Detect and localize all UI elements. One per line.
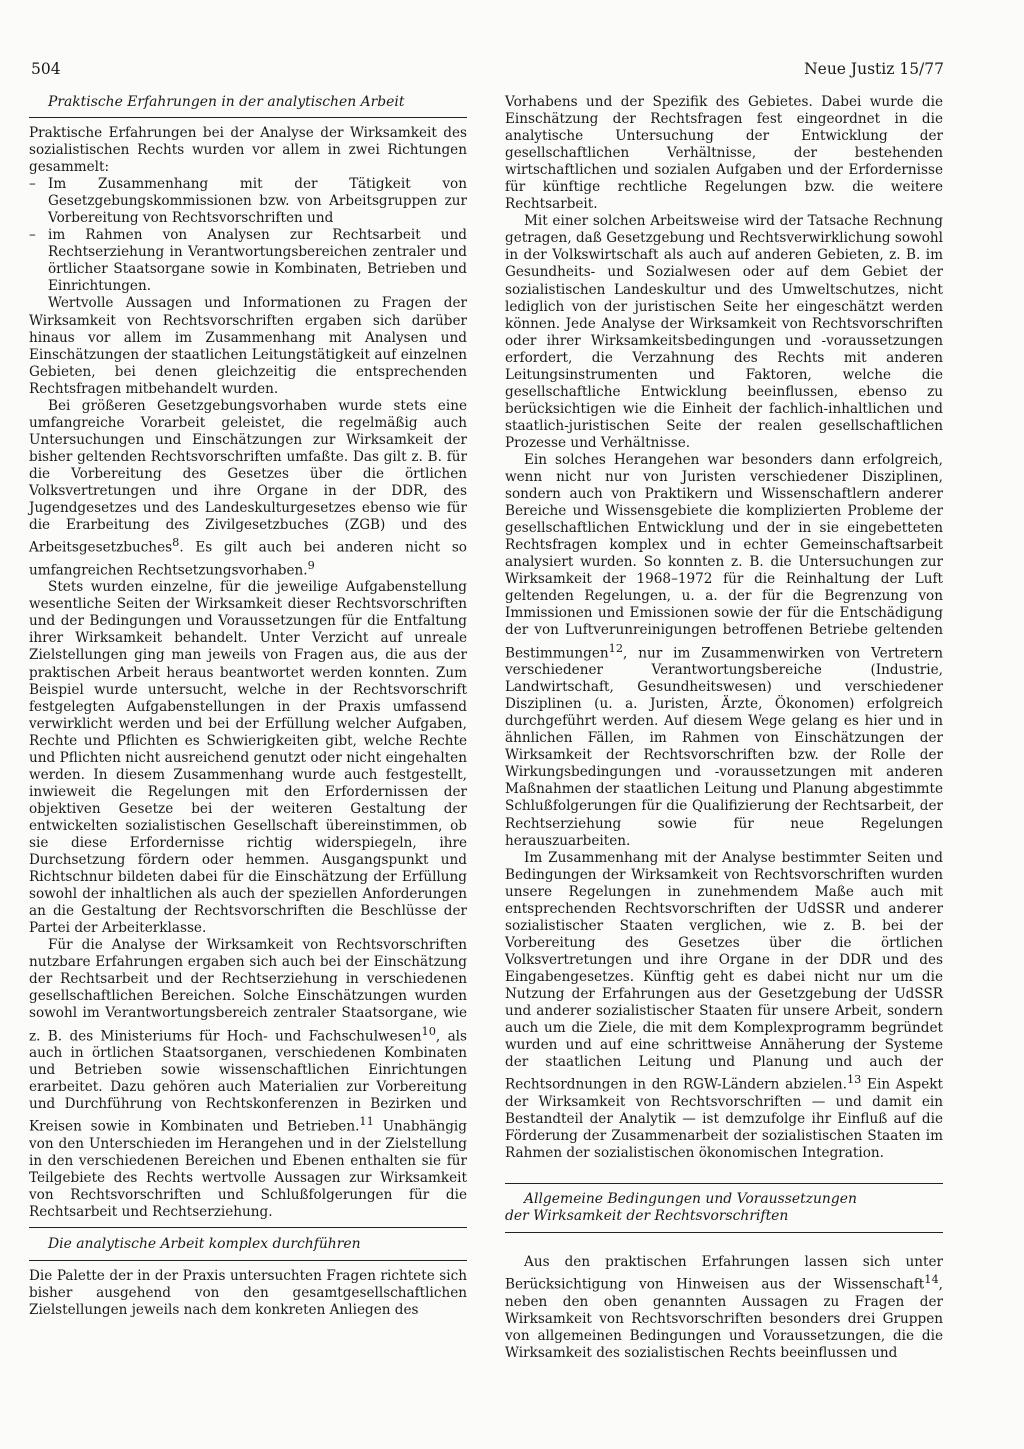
body-paragraph [29, 398, 467, 580]
body-paragraph: Mit einer solchen Arbeitsweise wird der Tatsache Rechnung getragen, daß Gesetzgebung und Rechtsverwirklichung sowohl in der Volkswirtschaft als auch auf anderen Gebieten, z. B. im Gesundheits- und Sozialwesen oder auf dem Gebiet der sozialistischen Landeskultur und des Umweltschutzes, nicht lediglich von der juristischen Seite her eingeschätzt werden können. Jede Analyse der Wirksamkeit von Rechtsvorschriften oder ihrer Wirksamkeitsbedingungen und -voraussetzungen erfordert, die Verzahnung des Rechts mit anderen Leitungsinstrumenten und Faktoren, welche die gesellschaftliche Entwicklung beeinflussen, ebenso zu berücksichtigen wie die Einheit der fachlich-inhaltlichen und staatlich-juristischen Seite der realen gesellschaftlichen Prozesse und Verhältnisse. [505, 213, 943, 451]
text-run: Ein Aspekt der Wirksamkeit von Rechtsvorschriften — und damit ein Bestandteil der Analytik — ist demzufolge ihr Einfluß auf die Förderung der Zusammenarbeit der sozialistischen Staaten im Rahmen der sozialistischen ökonomischen Integration. [505, 1076, 943, 1161]
body-paragraph: Stets wurden einzelne, für die jeweilige Aufgabenstellung wesentliche Seiten der Wirksamkeit dieser Rechtsvorschriften und der Bedingungen und Voraussetzungen für die Entfaltung ihrer Wirksamkeit behandelt. Unter Verzicht auf unreale Zielstellungen ging man jeweils von Fragen aus, die aus der praktischen Arbeit heraus beantwortet werden konnten. Zum Beispiel wurde untersucht, welche in der Rechtsvorschrift festgelegten Aufgabenstellungen in der Praxis umfassend verwirklicht werden und bei der Erfüllung welcher Aufgaben, Rechte und Pflichten es Schwierigkeiten gibt, welche Rechte und Pflichten nicht ausreichend genutzt oder nicht eingehalten werden. In diesem Zusammenhang wurde auch festgestellt, inwieweit die Regelungen mit den Erfordernissen der objektiven Gesetze bei der weiteren Gestaltung der entwickelten sozialistischen Gesellschaft übereinstimmen, ob sie diese Erfordernisse richtig widerspiegeln, ihre Durchsetzung fördern oder hemmen. Ausgangspunkt und Richtschnur bildeten dabei für die Einschätzung der Erfüllung sowohl der inhaltlichen als auch der speziellen Anforderungen an die Gestaltung der Rechtsvorschriften die Beschlüsse der Partei der Arbeiterklasse. [29, 579, 467, 937]
body-paragraph: Vorhabens und der Spezifik des Gebietes. Dabei wurde die Einschätzung der Rechtsfragen fest eingeordnet in die analytische Untersuchung der Entwicklung der gesellschaftlichen Verhältnisse, der bestehenden wirtschaftlichen und sozialen Aufgaben und der Erfordernisse für künftige rechtliche Regelungen bzw. die weitere Rechtsarbeit. [505, 94, 943, 213]
text-run: Aus den praktischen Erfahrungen lassen sich unter Berücksichtigung von Hinweisen aus der Wissenschaft [505, 1253, 943, 1293]
footnote-ref: 13 [846, 1072, 862, 1087]
text-run: , als auch in örtlichen Staatsorganen, verschiedenen Kombinaten und Betrieben sowie wissenschaftlichen Einrichtungen erarbeitet. Dazu gehören auch Materialien zur Vorbereitung und Durchführung von Rechtskonferenzen in Bezirken und Kreisen sowie in Kombinaten und Betrieben. [29, 1028, 467, 1135]
body-paragraph: Die Palette der in der Praxis untersuchten Fragen richtete sich bisher ausgehend von den gesamtgesellschaftlichen Zielstellungen jeweils nach dem konkreten Anliegen des [29, 1268, 467, 1319]
text-run: , nur im Zusammenwirken von Vertretern verschiedener Verantwortungsbereiche (Industrie, Landwirtschaft, Gesundheitswesen) und verschiedener Disziplinen (u. a. Juristen, Ärzte, Ökonomen) erfolgreich durchgeführt werden. Auf diesem Wege gelang es hier und in ähnlichen Fällen, im Rahmen von Einschätzungen der Wirksamkeit der Rechtsvorschriften bzw. der Rolle der Wirkungsbedingungen und -voraussetzungen mit anderen Maßnahmen der staatlichen Leitung und Planung abgestimmte Schlußfolgerungen für die Qualifizierung der Rechtsarbeit, der Rechtserziehung sowie für neue Regelungen herauszuarbeiten. [505, 645, 943, 849]
heading-line: der Wirksamkeit der Rechtsvorschriften [505, 1207, 789, 1224]
footnote-ref: 10 [421, 1023, 436, 1038]
left-column [29, 94, 467, 1319]
heading-rule [29, 117, 467, 118]
intro-paragraph: Praktische Erfahrungen bei der Analyse der Wirksamkeit des sozialistischen Rechts wurden vor allem in zwei Richtungen gesammelt: [29, 125, 467, 176]
text-run: Unabhängig von den Unterschieden im Herangehen und in der Zielstellung in den verschiedenen Bereichen und Ebenen enthalten sie für Teilgebiete des Rechts wertvolle Aussagen zur Wirksamkeit von Rechtsvorschriften und Schlußfolgerungen für die Rechtsarbeit und Rechtserziehung. [29, 1118, 467, 1221]
dash-list [29, 176, 467, 295]
section-heading-general-conditions [505, 1191, 943, 1225]
footnote-ref: 9 [307, 557, 315, 572]
body-paragraph [505, 1254, 943, 1362]
list-item: – Im Zusammenhang mit der Tätigkeit von Gesetzgebungskommissionen bzw. von Arbeitsgruppen zur Vorbereitung von Rechtsvorschriften und [29, 176, 467, 227]
footnote-ref: 14 [924, 1272, 939, 1287]
text-run: . Es gilt auch bei anderen nicht so umfangreichen Rechtsetzungsvorhaben. [29, 539, 467, 579]
body-paragraph [505, 850, 943, 1162]
right-column [505, 94, 943, 1362]
body-paragraph [505, 452, 943, 850]
journal-issue: Neue Justiz 15/77 [804, 60, 944, 78]
text-run: Im Zusammenhang mit der Analyse bestimmter Seiten und Bedingungen der Wirksamkeit von Rechtsvorschriften wurden unsere Regelungen in zunehmendem Maße auch mit entsprechenden Rechtsvorschriften der UdSSR und anderer sozialistischer Staaten verglichen, wie z. B. bei der Vorbereitung des Gesetzes über die örtlichen Volksvertretungen und ihre Organe in der DDR und des Eingabengesetzes. Künftig geht es dabei nicht nur um die Nutzung der Erfahrungen aus der Gesetzgebung der UdSSR und anderer sozialistischer Staaten für unsere Arbeit, sondern auch um die Ziele, die mit dem Komplexprogramm begründet wurden und auf eine schrittweise Annäherung der Systeme der staatlichen Leitung und Planung und auch der Rechtsordnungen in den RGW-Ländern abzielen. [505, 849, 943, 1093]
section-rule [29, 1227, 467, 1228]
footnote-ref: 11 [359, 1114, 374, 1129]
page-header [31, 60, 944, 82]
text-run: Für die Analyse der Wirksamkeit von Rechtsvorschriften nutzbare Erfahrungen ergaben sich auch bei der Einschätzung der Rechtsarbeit und der Rechtserziehung in verschiedenen gesellschaftlichen Bereichen. Solche Einschätzungen wurden sowohl im Verantwortungsbereich zentraler Staatsorgane, wie z. B. des Ministeriums für Hoch- und Fachschulwesen [29, 937, 467, 1045]
body-paragraph [29, 937, 467, 1221]
footnote-ref: 12 [608, 640, 624, 655]
section-rule [505, 1183, 943, 1184]
section-heading-analytical-work: Die analytische Arbeit komplex durchführen [48, 1236, 361, 1253]
text-run: , neben den oben genannten Aussagen zu Fragen der Wirksamkeit von Rechtsvorschriften besonders drei Gruppen von allgemeinen Bedingungen und Voraussetzungen, die die Wirksamkeit des sozialistischen Rechts beeinflussen und [505, 1276, 943, 1361]
heading-rule [29, 1260, 467, 1261]
heading-line: Allgemeine Bedingungen und Voraussetzungen [524, 1190, 857, 1207]
list-item: – im Rahmen von Analysen zur Rechtsarbeit und Rechtserziehung in Verantwortungsbereichen zentraler und örtlicher Staatsorgane sowie in Kombinaten, Betrieben und Einrichtungen. [29, 227, 467, 295]
heading-rule [505, 1232, 943, 1233]
text-run: Bei größeren Gesetzgebungsvorhaben wurde stets eine umfangreiche Vorarbeit geleistet, die regelmäßig auch Untersuchungen und Einschätzungen zur Wirksamkeit der bisher geltenden Rechtsvorschriften umfaßte. Das gilt z. B. für die Vorbereitung des Gesetzes über die örtlichen Volksvertretungen und ihre Organe in der DDR, des Jugendgesetzes und des Landeskulturgesetzes ebenso wie für die Erarbeitung des Zivilgesetzbuches (ZGB) und des Arbeitsgesetzbuches [29, 397, 467, 556]
body-paragraph: Wertvolle Aussagen und Informationen zu Fragen der Wirksamkeit von Rechtsvorschriften ergaben sich darüber hinaus vor allem im Zusammenhang mit Analysen und Einschätzungen der staatlichen Leitungstätigkeit auf einzelnen Gebieten, bei denen gleichzeitig die entsprechenden Rechtsfragen mitbehandelt wurden. [29, 295, 467, 397]
page-number: 504 [31, 60, 61, 78]
section-heading-practical-experience: Praktische Erfahrungen in der analytischen Arbeit [48, 94, 405, 110]
footnote-ref: 8 [172, 535, 180, 550]
text-run: Ein solches Herangehen war besonders dann erfolgreich, wenn nicht nur von Juristen verschiedener Disziplinen, sondern auch von Praktikern und Wissenschaftlern anderer Bereiche und Wissensgebiete die komplizierten Probleme der gesellschaftlichen Entwicklung und der in sie eingebetteten Rechtsfragen komplex und in echter Gemeinschaftsarbeit analysiert wurden. So konnten z. B. die Untersuchungen zur Wirksamkeit der 1968–1972 für die Reinhaltung der Luft geltenden Regelungen, u. a. der für die Begrenzung von Immissionen und Emissionen sowie der für die Entschädigung der von Luftverunreinigungen betroffenen Betriebe geltenden Bestimmungen [505, 451, 943, 662]
